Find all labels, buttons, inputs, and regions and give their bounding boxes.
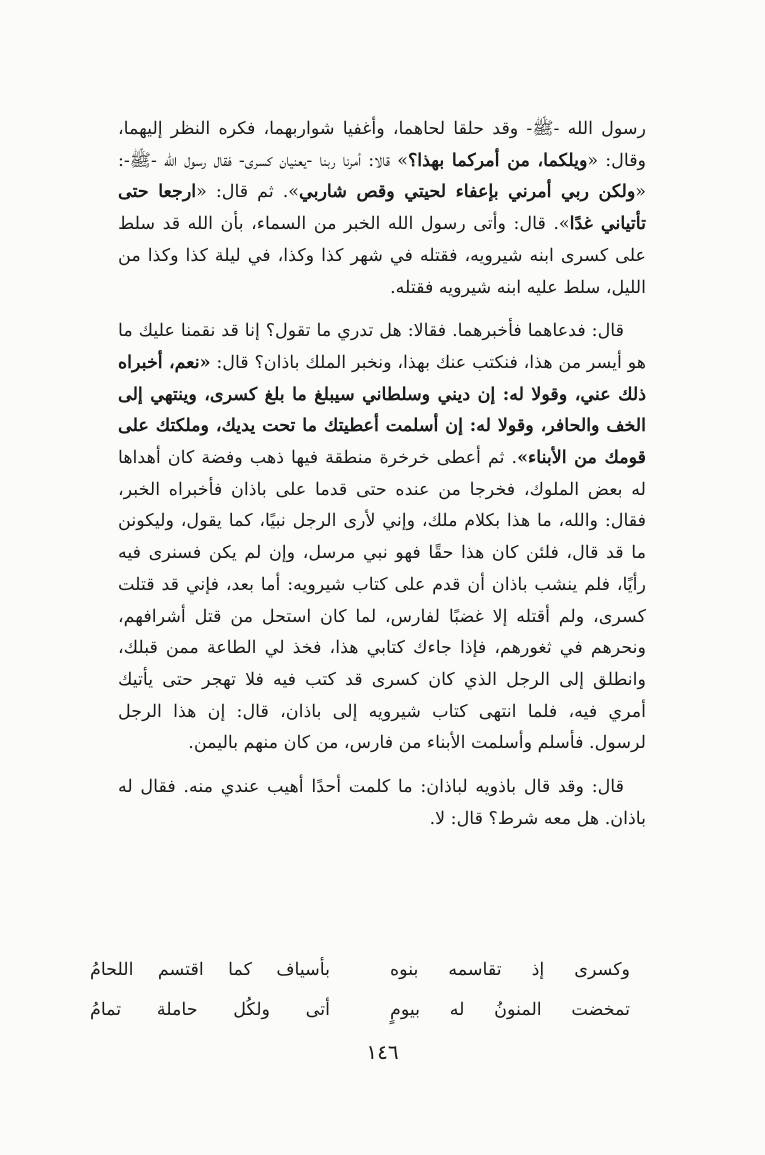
verse-hemistich-first: وكسرى إذ تقاسمه بنوه <box>390 960 630 980</box>
verse-hemistich-second: بأسياف كما اقتسم اللحامُ <box>90 960 330 980</box>
verse-hemistich-second: أتى ولكُل حاملة تمامُ <box>90 1000 330 1020</box>
text-run: » قالا: أمرنا ربنا -يعنيان كسرى- فقال رسول الله -ﷺ-: « <box>118 150 647 203</box>
text-run: قال: وقد قال باذويه لباذان: ما كلمت أحدًا أهيب عندي منه. فقال له باذان. هل معه شرط؟ قال: لا. <box>118 777 646 829</box>
text-run: قال: فدعاهما فأخبرهما. فقالا: هل تدري ما تقول؟ إنا قد نقمنا عليك ما هو أيسر من هذا، فنكتب عنك بهذا، ونخبر الملك باذان؟ قال: <box>118 321 646 373</box>
text-run: رسول الله -ﷺ- وقد حلقا لحاهما، وأغفيا شواربهما، فكره النظر إليهما، وقال: « <box>118 119 647 171</box>
bold-quote-run: ويلكما، من أمركما بهذا؟ <box>407 150 588 171</box>
poem-verse <box>90 990 630 1030</box>
paragraph-3 <box>118 772 646 835</box>
bold-quote-run: «نعم، أخبراه ذلك عني، وقولا له: إن ديني وسلطاني سيبلغ ما بلغ كسرى، وينتهي إلى الخف والحافر، وقولا له: إن أسلمت أعطيتك ما تحت يديك، وملكتك على قومك من الأبناء» <box>118 352 646 469</box>
text-run: ». قال: وأتى رسول الله الخبر من السماء، بأن الله قد سلط على كسرى ابنه شيرويه، فقتله في شهر كذا وكذا، في ليلة كذا وكذا من الليل، سلط عليه ابنه شيرويه فقتله. <box>118 214 646 298</box>
main-text <box>118 114 646 835</box>
paragraph-1 <box>118 114 646 304</box>
text-run: . ثم أعطى خرخرة منطقة فيها ذهب وفضة كان أهداها له بعض الملوك، فخرجا من عنده حتى قدما على باذان فأخبراه الخبر، فقال: والله، ما هذا بكلام ملك، وإني لأرى الرجل نبيًا، كما يقول، وليكونن ما قد قال، فلئن كان هذا حقًا فهو نبي مرسل، وإن لم يكن فسنرى فيه رأيًا، فلم ينشب باذان أن قدم على كتاب شيرويه: أما بعد، فإني قد قتلت كسرى، ولم أقتله إلا غضبًا لفارس، لما كان استحل من قتل أشرافهم، ونحرهم في ثغورهم، فإذا جاءك كتابي هذا، فخذ لي الطاعة ممن قبلك، وانطلق إلى الرجل الذي كان كسرى قد كتب فيه فلا تهجر حتى يأتيك أمري فيه، فلما انتهى كتاب شيرويه إلى باذان، قال: إن هذا الرجل لرسول. فأسلم وأسلمت الأبناء من فارس، من كان منهم باليمن. <box>118 448 646 754</box>
paragraph-2 <box>118 316 646 760</box>
verse-hemistich-first: تمخضت المنونُ له بيومٍ <box>390 1000 630 1020</box>
bold-quote-run: ارجعا حتى تأتياني غدًا <box>118 182 647 235</box>
page-number: ١٤٦ <box>366 1040 399 1064</box>
bold-quote-run: ولكن ربي أمرني بإعفاء لحيتي وقص شاربي <box>299 182 636 203</box>
poem <box>90 950 630 1030</box>
poem-verse <box>90 950 630 990</box>
text-run: ». ثم قال: « <box>196 182 299 203</box>
